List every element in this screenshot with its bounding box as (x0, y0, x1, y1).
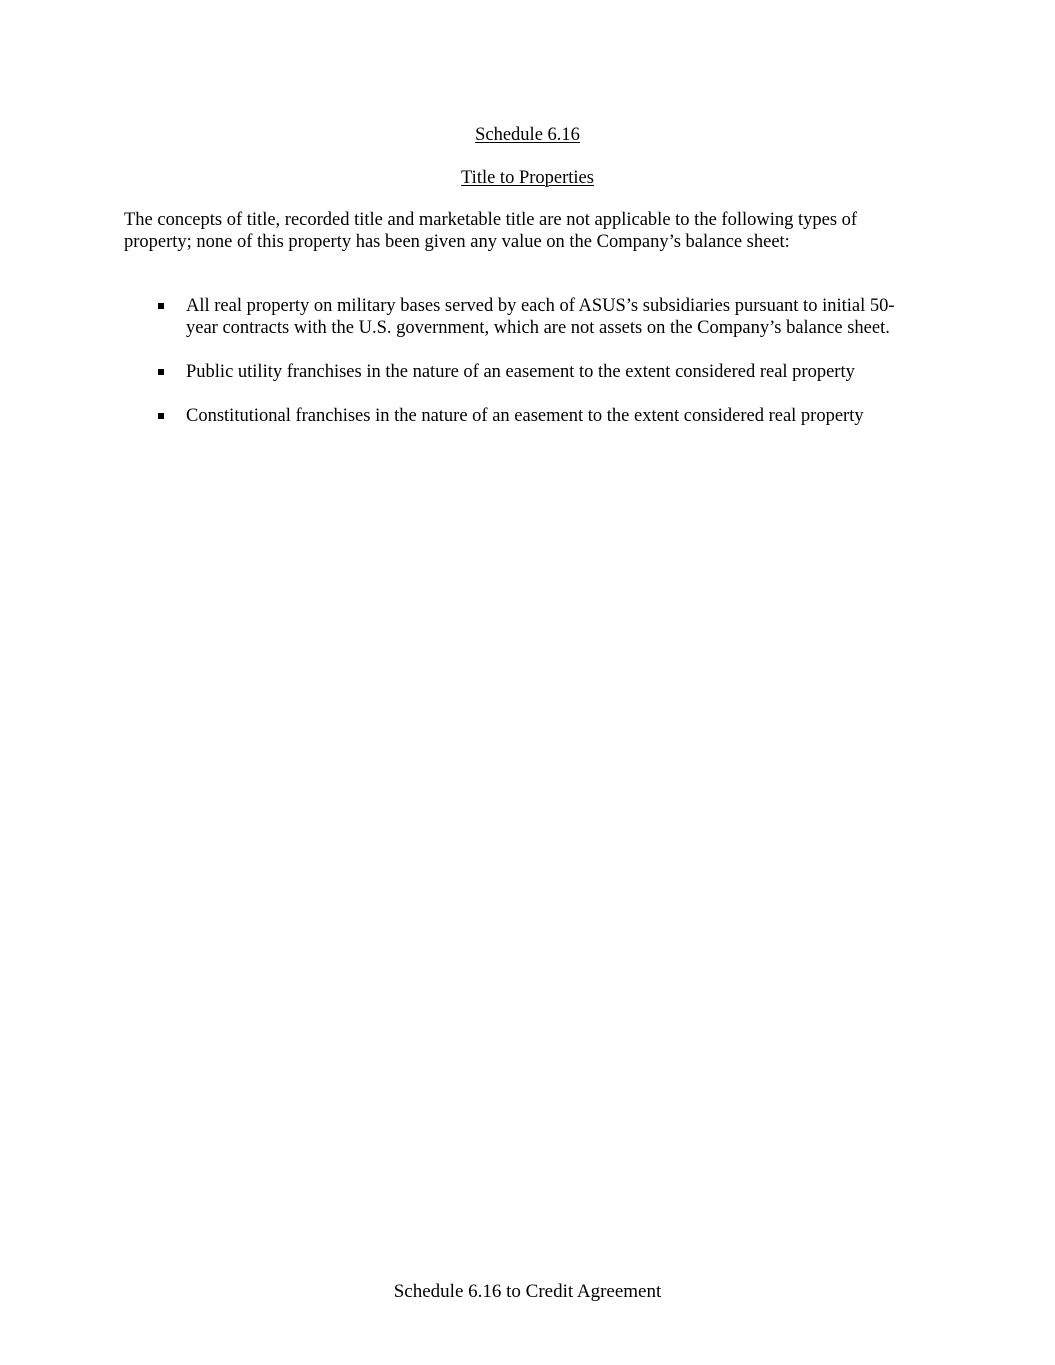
list-item (124, 295, 924, 339)
bullet-text: All real property on military bases served by each of ASUS’s subsidiaries pursuant to initial 50-year contracts with the U.S. government, which are not assets on the Company’s balance sheet. (186, 296, 895, 338)
page-footer: Schedule 6.16 to Credit Agreement (393, 1281, 662, 1302)
bullet-text: Public utility franchises in the nature of an easement to the extent considered real property (186, 362, 855, 382)
property-bullet-list (124, 295, 924, 449)
schedule-heading: Schedule 6.16 (475, 125, 580, 145)
square-bullet-icon (158, 369, 164, 375)
title-heading: Title to Properties (461, 168, 594, 188)
square-bullet-icon (158, 303, 164, 309)
square-bullet-icon (158, 413, 164, 419)
list-item (124, 405, 924, 427)
bullet-text: Constitutional franchises in the nature of an easement to the extent considered real property (186, 406, 864, 426)
list-item (124, 361, 924, 383)
intro-paragraph: The concepts of title, recorded title and marketable title are not applicable to the following types of property; none of this property has been given any value on the Company’s balance sheet: (124, 210, 858, 252)
